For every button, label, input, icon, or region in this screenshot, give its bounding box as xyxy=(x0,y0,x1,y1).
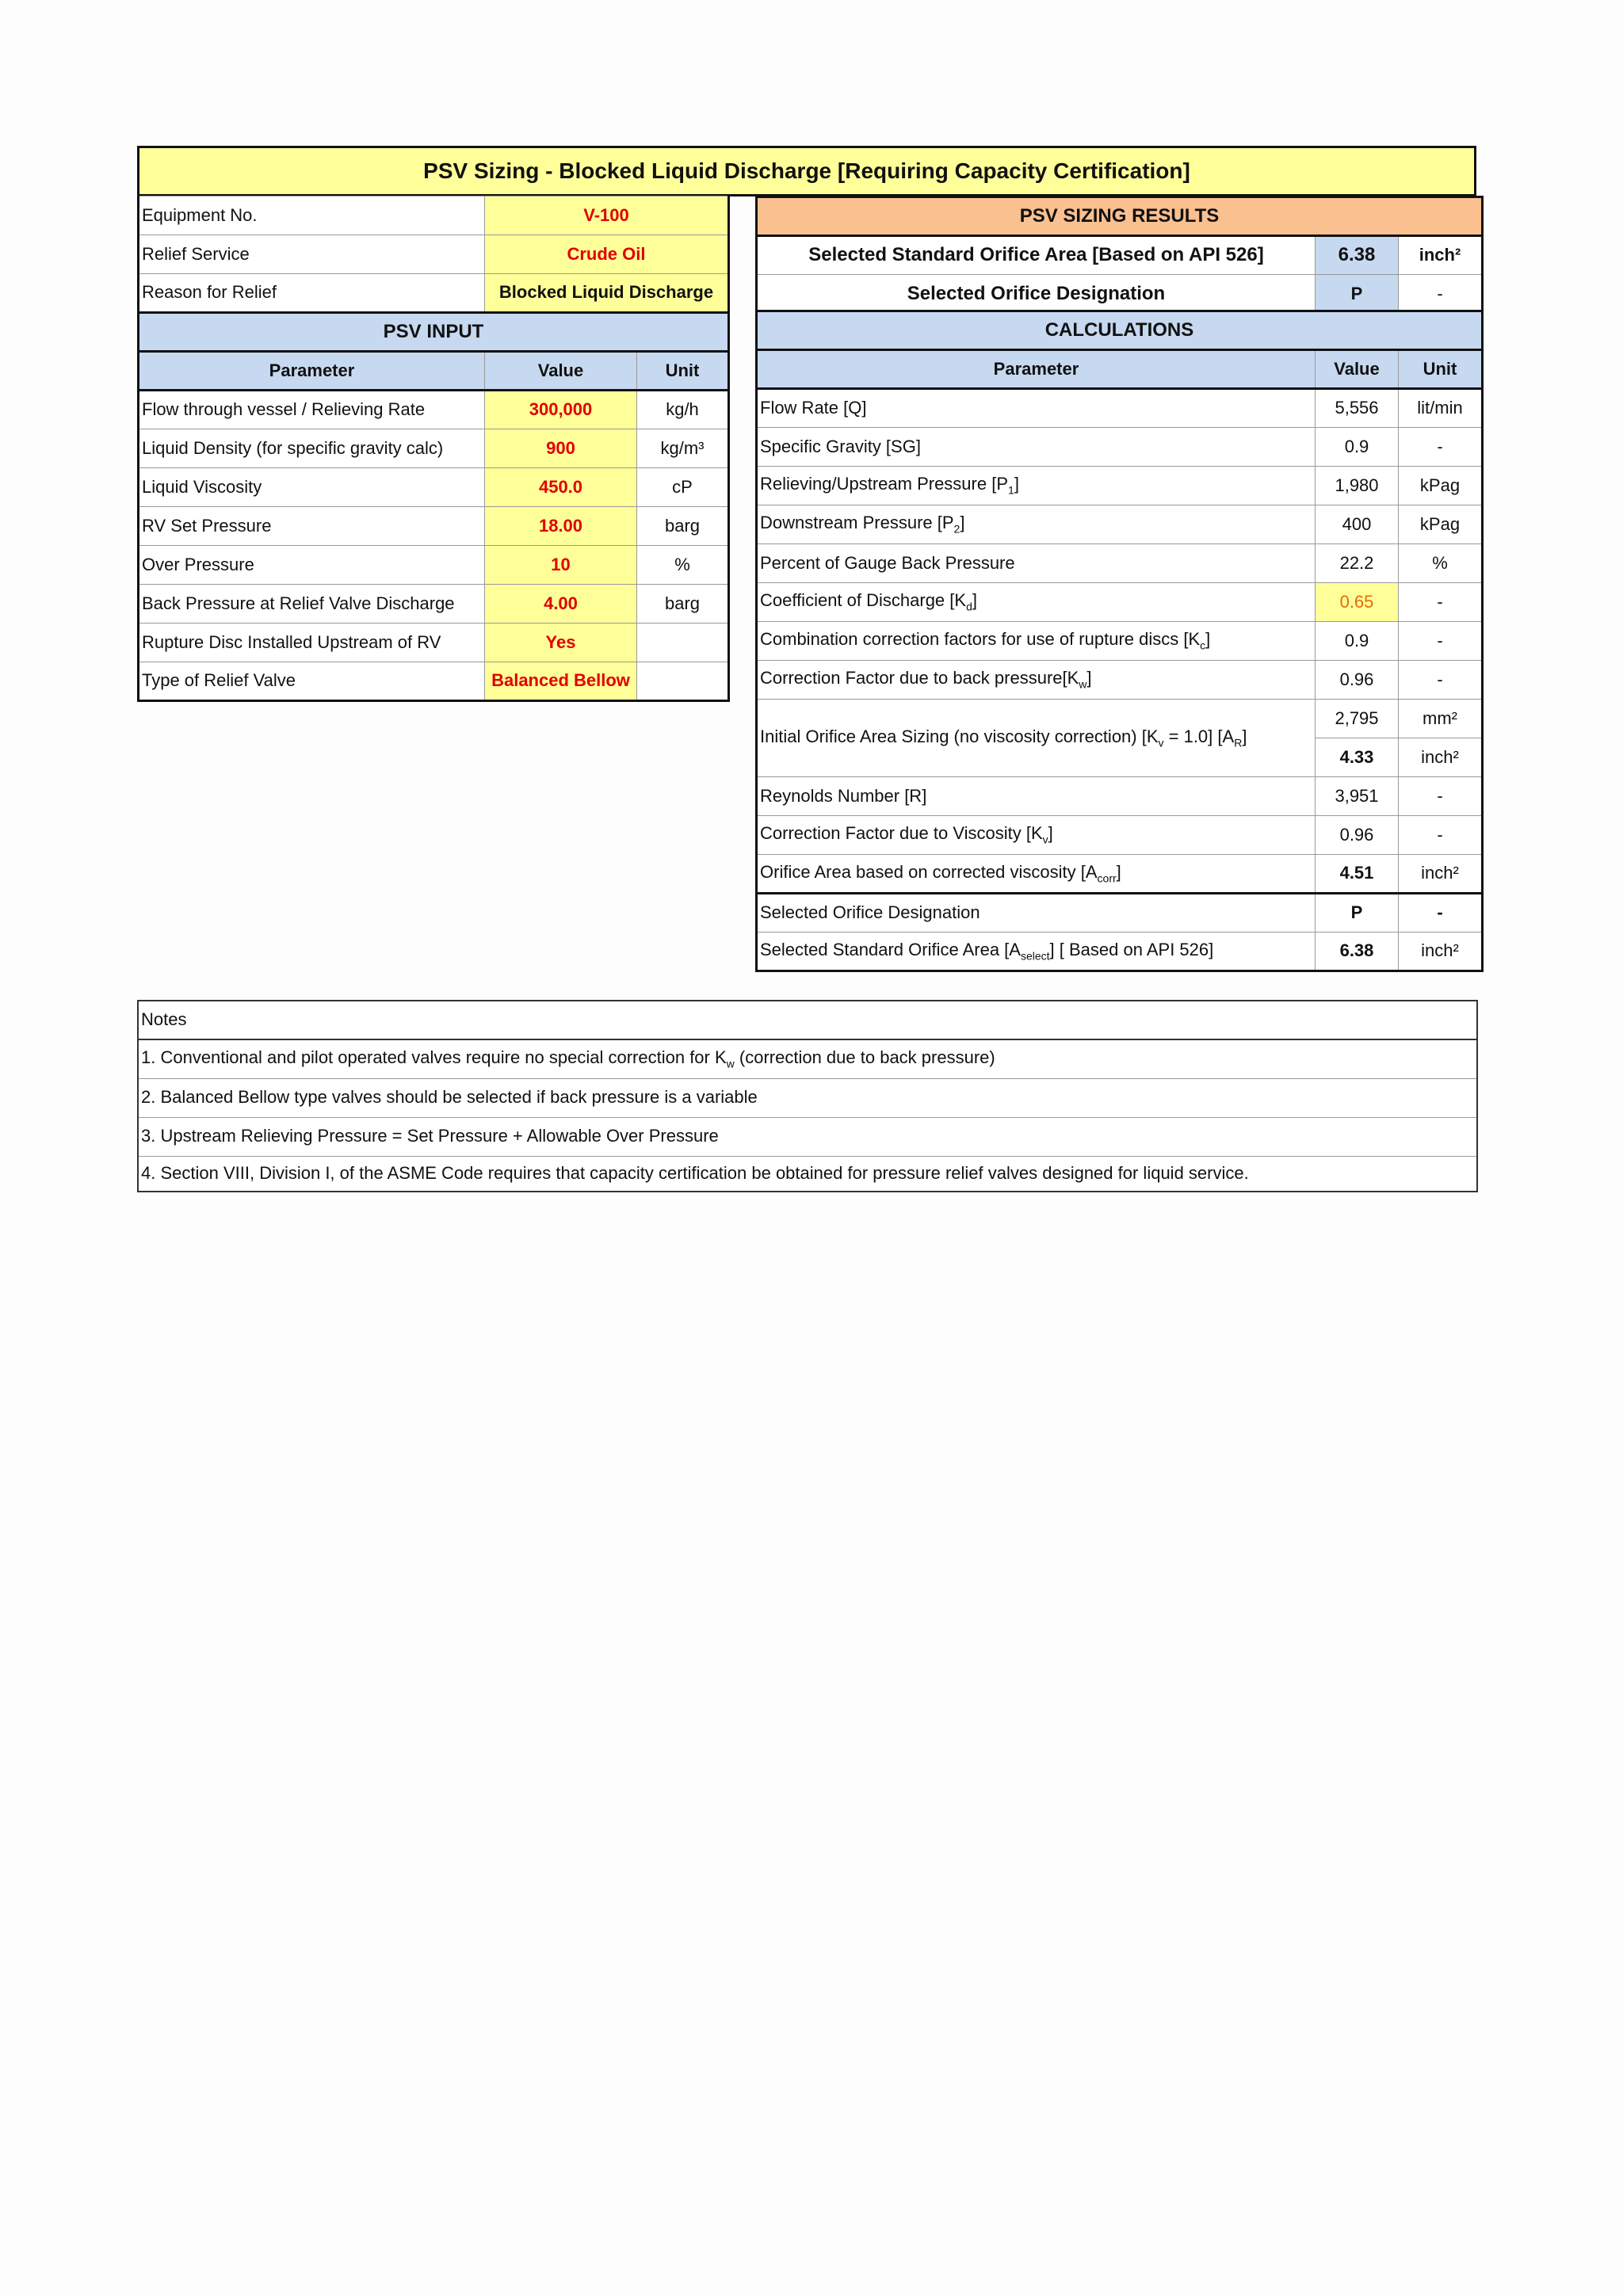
table-row xyxy=(139,391,729,429)
selected-area-label xyxy=(757,933,1316,971)
table-row xyxy=(757,622,1483,661)
psv-input-table xyxy=(137,196,730,702)
calc-unit: - xyxy=(1399,777,1483,816)
note-subscript: w xyxy=(726,1057,735,1070)
note-item: 2. Balanced Bellow type valves should be selected if back pressure is a variable xyxy=(138,1078,1477,1117)
unit-label: barg xyxy=(637,585,729,624)
unit-label: cP xyxy=(637,468,729,507)
param-label: RV Set Pressure xyxy=(139,507,485,546)
note-item: 3. Upstream Relieving Pressure = Set Pressure + Allowable Over Pressure xyxy=(138,1117,1477,1156)
param-label: Back Pressure at Relief Valve Discharge xyxy=(139,585,485,624)
initial-area-param xyxy=(757,700,1316,777)
reason-value[interactable]: Blocked Liquid Discharge xyxy=(485,274,729,313)
results-designation-label: Selected Orifice Designation xyxy=(757,275,1316,314)
calculations-table xyxy=(755,310,1484,972)
results-designation-value: P xyxy=(1316,275,1399,314)
initial-area-unit-in: inch² xyxy=(1399,738,1483,777)
calc-param xyxy=(757,583,1316,622)
col-header-unit: Unit xyxy=(637,352,729,391)
sheet-title: PSV Sizing - Blocked Liquid Discharge [Requiring Capacity Certification] xyxy=(137,146,1476,196)
calc-unit: kPag xyxy=(1399,467,1483,505)
calc-param-subscript: c xyxy=(1200,639,1206,652)
table-row xyxy=(757,467,1483,505)
calc-param-subscript: 2 xyxy=(953,522,960,536)
calc-value: 0.96 xyxy=(1316,661,1399,700)
calc-unit: - xyxy=(1399,583,1483,622)
calc-param: Specific Gravity [SG] xyxy=(757,428,1316,467)
calc-col-header-unit: Unit xyxy=(1399,350,1483,389)
input-value[interactable]: Balanced Bellow xyxy=(485,662,637,701)
notes-heading: Notes xyxy=(138,1001,1477,1039)
table-row xyxy=(139,585,729,624)
calc-value: 4.51 xyxy=(1316,855,1399,894)
calc-param xyxy=(757,467,1316,505)
table-row xyxy=(139,468,729,507)
calc-value: 22.2 xyxy=(1316,544,1399,583)
calc-value: 400 xyxy=(1316,505,1399,544)
calc-param-subscript: d xyxy=(966,600,972,613)
calc-col-header-parameter: Parameter xyxy=(757,350,1316,389)
input-value[interactable]: 450.0 xyxy=(485,468,637,507)
equipment-no-value[interactable]: V-100 xyxy=(485,196,729,235)
param-label: Flow through vessel / Relieving Rate xyxy=(139,391,485,429)
calc-param-text: Relieving/Upstream Pressure [P xyxy=(760,474,1009,494)
param-label: Over Pressure xyxy=(139,546,485,585)
note-item xyxy=(138,1039,1477,1078)
table-row xyxy=(139,662,729,701)
col-header-value: Value xyxy=(485,352,637,391)
calc-param-suffix: ] xyxy=(1014,474,1019,494)
calc-param-text: Orifice Area based on corrected viscosity [A xyxy=(760,861,1098,882)
calc-param xyxy=(757,855,1316,894)
table-row xyxy=(757,777,1483,816)
initial-area-value-mm: 2,795 xyxy=(1316,700,1399,738)
selected-area-value: 6.38 xyxy=(1316,933,1399,971)
notes-table xyxy=(137,1000,1478,1192)
unit-label: kg/h xyxy=(637,391,729,429)
calc-unit: - xyxy=(1399,816,1483,855)
calc-col-header-value: Value xyxy=(1316,350,1399,389)
psv-results-table xyxy=(755,196,1484,314)
calc-param-subscript: w xyxy=(1079,677,1087,691)
note-text-suffix: (correction due to back pressure) xyxy=(734,1047,995,1067)
table-row xyxy=(757,816,1483,855)
table-row xyxy=(139,624,729,662)
unit-label xyxy=(637,624,729,662)
calc-param-text: Correction Factor due to back pressure[K xyxy=(760,668,1079,688)
calc-param: Reynolds Number [R] xyxy=(757,777,1316,816)
table-row xyxy=(757,583,1483,622)
calc-param-suffix: ] xyxy=(1086,668,1092,688)
initial-area-unit-mm: mm² xyxy=(1399,700,1483,738)
calc-value: 1,980 xyxy=(1316,467,1399,505)
calc-param-suffix: ] xyxy=(1242,726,1247,746)
calc-param-text: Selected Standard Orifice Area [A xyxy=(760,939,1021,959)
results-area-label: Selected Standard Orifice Area [Based on API 526] xyxy=(757,236,1316,275)
calc-unit: - xyxy=(1399,622,1483,661)
input-value[interactable]: 18.00 xyxy=(485,507,637,546)
calc-param-suffix: ] xyxy=(1048,823,1053,844)
calc-value: 0.9 xyxy=(1316,622,1399,661)
calc-param-text: Downstream Pressure [P xyxy=(760,513,954,533)
calc-param-subscript: v xyxy=(1042,833,1048,846)
relief-service-label: Relief Service xyxy=(139,235,485,274)
calc-value: 0.96 xyxy=(1316,816,1399,855)
equipment-no-label: Equipment No. xyxy=(139,196,485,235)
calc-param xyxy=(757,816,1316,855)
selected-area-unit: inch² xyxy=(1399,933,1483,971)
calc-unit: inch² xyxy=(1399,855,1483,894)
table-row xyxy=(139,429,729,468)
input-value[interactable]: 10 xyxy=(485,546,637,585)
input-value[interactable]: Yes xyxy=(485,624,637,662)
calc-param-suffix: ] xyxy=(960,513,965,533)
selected-designation-unit: - xyxy=(1399,894,1483,933)
input-value[interactable]: 4.00 xyxy=(485,585,637,624)
table-row xyxy=(757,428,1483,467)
col-header-parameter: Parameter xyxy=(139,352,485,391)
calc-value: 0.9 xyxy=(1316,428,1399,467)
unit-label: barg xyxy=(637,507,729,546)
calc-unit: - xyxy=(1399,661,1483,700)
calc-param-text: Coefficient of Discharge [K xyxy=(760,590,967,611)
calc-value: 3,951 xyxy=(1316,777,1399,816)
calc-param-suffix: ] xyxy=(1205,629,1211,650)
calc-param xyxy=(757,505,1316,544)
table-row xyxy=(757,389,1483,428)
param-label: Liquid Viscosity xyxy=(139,468,485,507)
calculations-heading: CALCULATIONS xyxy=(757,311,1483,350)
calc-param-text: = 1.0] [A xyxy=(1163,726,1235,746)
results-heading: PSV SIZING RESULTS xyxy=(757,197,1483,236)
calc-unit: lit/min xyxy=(1399,389,1483,428)
discharge-coefficient-input[interactable]: 0.65 xyxy=(1316,583,1399,622)
table-row xyxy=(757,505,1483,544)
table-row xyxy=(757,933,1483,971)
calc-param-suffix: ] xyxy=(1116,861,1121,882)
calc-param-subscript: select xyxy=(1020,949,1050,962)
table-row xyxy=(139,507,729,546)
calc-param-suffix: ] [ Based on API 526] xyxy=(1049,939,1214,959)
psv-input-heading: PSV INPUT xyxy=(139,313,729,352)
table-row xyxy=(139,546,729,585)
calc-unit: - xyxy=(1399,428,1483,467)
relief-service-value[interactable]: Crude Oil xyxy=(485,235,729,274)
calc-param: Flow Rate [Q] xyxy=(757,389,1316,428)
unit-label: % xyxy=(637,546,729,585)
table-row xyxy=(757,855,1483,894)
results-designation-unit: - xyxy=(1399,275,1483,314)
reason-label: Reason for Relief xyxy=(139,274,485,313)
calc-param-text: Correction Factor due to Viscosity [K xyxy=(760,823,1043,844)
calc-param-subscript: v xyxy=(1158,736,1164,749)
input-value[interactable]: 900 xyxy=(485,429,637,468)
calc-param-subscript: R xyxy=(1234,736,1243,749)
calc-unit: kPag xyxy=(1399,505,1483,544)
calc-param-text: Combination correction factors for use of rupture discs [K xyxy=(760,629,1201,650)
calc-param-subscript: corr xyxy=(1097,871,1117,884)
results-area-value: 6.38 xyxy=(1316,236,1399,275)
calc-value: 5,556 xyxy=(1316,389,1399,428)
selected-designation-label: Selected Orifice Designation xyxy=(757,894,1316,933)
calc-param xyxy=(757,622,1316,661)
param-label: Rupture Disc Installed Upstream of RV xyxy=(139,624,485,662)
table-row xyxy=(757,544,1483,583)
results-area-unit: inch² xyxy=(1399,236,1483,275)
unit-label xyxy=(637,662,729,701)
param-label: Liquid Density (for specific gravity calc) xyxy=(139,429,485,468)
note-text: 1. Conventional and pilot operated valves require no special correction for K xyxy=(141,1047,727,1067)
unit-label: kg/m³ xyxy=(637,429,729,468)
calc-param xyxy=(757,661,1316,700)
table-row xyxy=(757,894,1483,933)
input-value[interactable]: 300,000 xyxy=(485,391,637,429)
calc-param-subscript: 1 xyxy=(1008,483,1014,497)
calc-param-suffix: ] xyxy=(972,590,977,611)
selected-designation-value: P xyxy=(1316,894,1399,933)
note-item: 4. Section VIII, Division I, of the ASME Code requires that capacity certification be obtained for pressure relief valves designed for liquid service. xyxy=(138,1156,1477,1192)
calc-param-text: Initial Orifice Area Sizing (no viscosity correction) [K xyxy=(760,726,1159,746)
param-label: Type of Relief Valve xyxy=(139,662,485,701)
table-row xyxy=(757,700,1483,738)
calc-param: Percent of Gauge Back Pressure xyxy=(757,544,1316,583)
table-row xyxy=(757,661,1483,700)
calc-unit: % xyxy=(1399,544,1483,583)
initial-area-value-in: 4.33 xyxy=(1316,738,1399,777)
